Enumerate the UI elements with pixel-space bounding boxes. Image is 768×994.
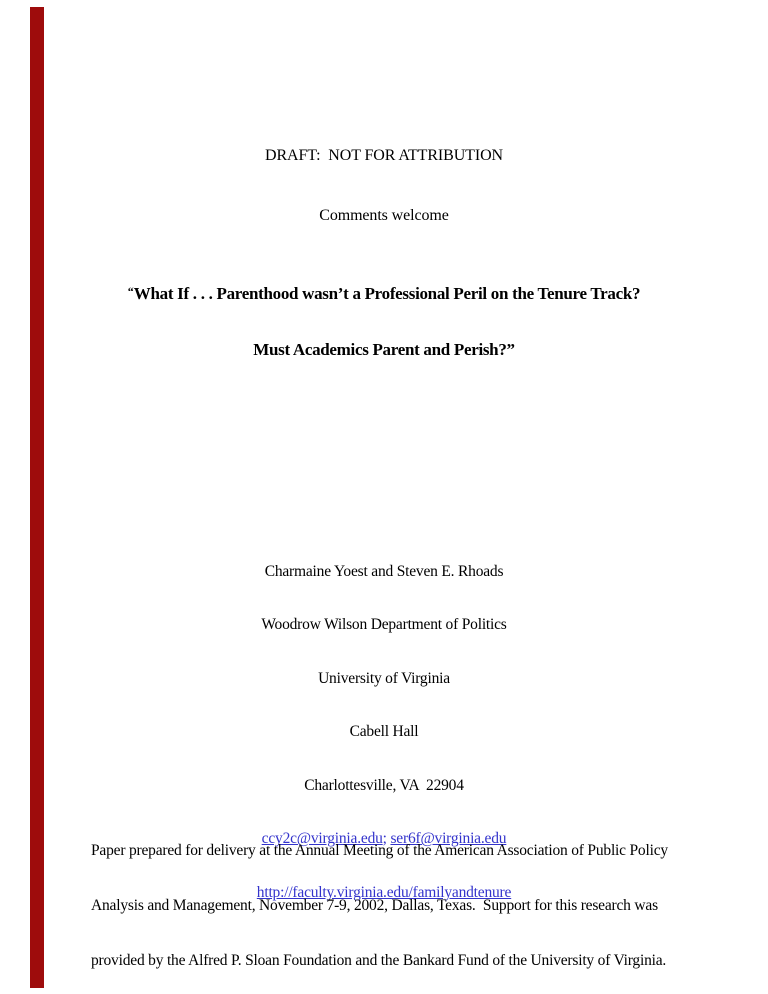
building: Cabell Hall	[349, 723, 419, 741]
paper-title-line2: Must Academics Parent and Perish?”	[253, 339, 515, 359]
footer-note-line: Analysis and Management, November 7-9, 2002, Dallas, Texas. Support for this research was	[91, 897, 658, 915]
paper-title-line1: “What If . . . Parenthood wasn’t a Professional Peril on the Tenure Track?	[127, 284, 641, 303]
draft-notice-block	[0, 106, 768, 266]
footer-note-line: provided by the Alfred P. Sloan Foundation and the Bankard Fund of the University of Virginia.	[91, 951, 667, 969]
email-separator: ;	[382, 830, 391, 848]
city-state-zip: Charlottesville, VA 22904	[304, 776, 464, 794]
university: University of Virginia	[318, 669, 450, 687]
department: Woodrow Wilson Department of Politics	[261, 616, 507, 634]
comments-welcome: Comments welcome	[319, 207, 449, 224]
paper-title	[0, 245, 768, 396]
email-link-2[interactable]: ser6f@virginia.edu	[390, 830, 507, 848]
draft-notice: DRAFT: NOT FOR ATTRIBUTION	[264, 147, 503, 164]
email-link-1[interactable]: ccy2c@virginia.edu	[261, 830, 383, 848]
acknowledgment-note	[91, 806, 703, 994]
website-link[interactable]: http://faculty.virginia.edu/familyandtenure	[256, 883, 512, 901]
footer-note-line: Paper prepared for delivery at the Annual Meeting of the American Association of Public Policy	[91, 842, 668, 860]
opening-quote: “	[127, 284, 134, 298]
author-names: Charmaine Yoest and Steven E. Rhoads	[264, 562, 504, 580]
